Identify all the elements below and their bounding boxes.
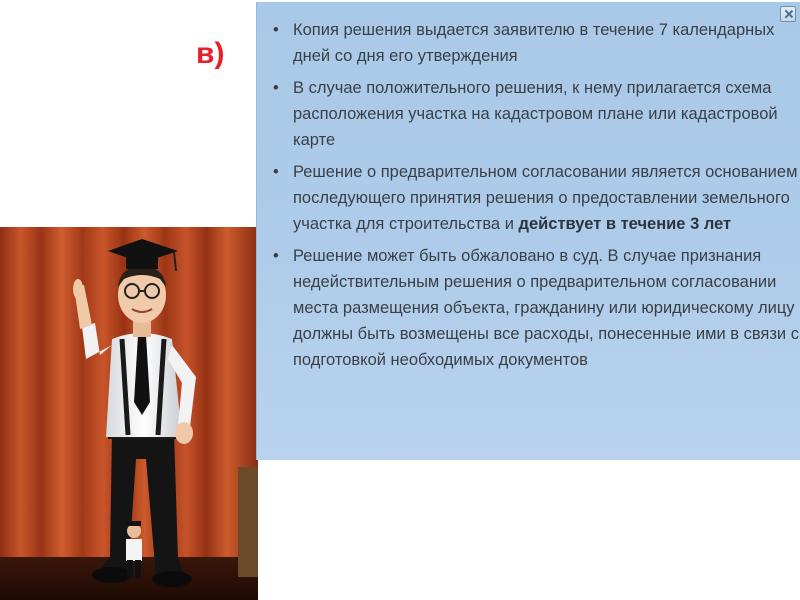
bullet-list	[269, 17, 800, 379]
list-item	[269, 17, 800, 69]
bullet-bold-text: действует в течение 3 лет	[518, 215, 732, 233]
list-item	[269, 75, 800, 153]
list-item	[269, 159, 800, 237]
professor-figure-photo	[0, 227, 258, 600]
bullet-dot-icon: •	[273, 247, 279, 265]
info-panel	[256, 2, 800, 460]
slide-label: в)	[196, 37, 225, 70]
bullet-dot-icon: •	[273, 163, 279, 181]
bullet-text: Копия решения выдается заявителю в течение 7 календарных дней со дня его утверждения	[293, 21, 775, 65]
bullet-dot-icon: •	[273, 79, 279, 97]
bullet-dot-icon: •	[273, 21, 279, 39]
bullet-text: Решение может быть обжаловано в суд. В случае признания недействительным решения о предварительном согласовании места размещения объекта, гражданину или юридическому лицу должны быть возмещены все расходы, понесенные ими в связи с подготовкой необходимых документов	[293, 247, 799, 369]
list-item	[269, 243, 800, 373]
bullet-text: В случае положительного решения, к нему прилагается схема расположения участка на кадастровом плане или кадастровой карте	[293, 79, 778, 149]
bullet-text: Решение о предварительном согласовании является основанием последующего принятия решения о предоставлении земельного участка для строительства и	[293, 163, 798, 233]
